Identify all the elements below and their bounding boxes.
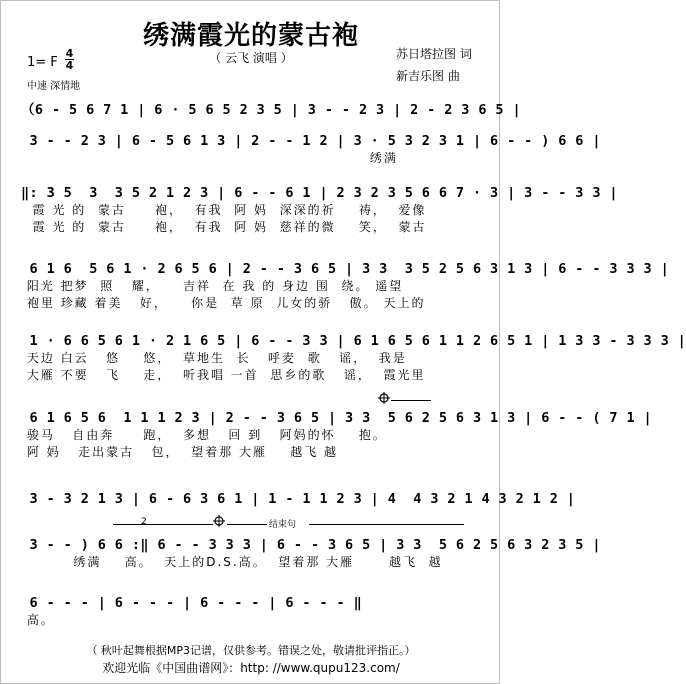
time-signature [65,48,74,71]
lyric-line: 阳光 把梦 照 耀， 吉祥 在 我 的 身边 围 绕。 遥望 [21,279,404,293]
notation-line: 1 · 6 6 5 6 1 · 2 1 6 5 | 6 - - 3 3 | 6 1 6 5 6 1 1 2 6 5 1 | 1 3 3 - 3 3 3 | [21,333,686,349]
lyric-line: 绣满 [21,151,398,165]
coda-sign-icon [213,515,225,527]
lyric-line: 骏马 自由奔 跑， 多想 回 到 阿妈的怀 抱。 [21,428,387,442]
lyric-line: 天边 白云 悠 悠， 草地生 长 呼麦 歌 谣， 我是 [21,351,407,365]
notation-line: 6 1 6 5 6 1 · 2 6 5 6 | 2 - - 3 6 5 | 3 3 3 5 2 5 6 3 1 3 | 6 - - 3 3 3 | [21,261,670,277]
coda-sign-icon [378,392,390,404]
lyric-line: 霞 光 的 蒙古 袍， 有我 阿 妈 慈祥的微 笑， 蒙古 [21,220,427,234]
volta-number: 2 [141,517,147,527]
score-row [21,595,481,628]
notation-line: ‖: 3 5 3 3 5 2 1 2 3 | 6 - - 6 1 | 2 3 2 3 5 6 6 7 · 3 | 3 - - 3 3 | [21,185,618,201]
notation-line: 6 - - - | 6 - - - | 6 - - - | 6 - - - ‖ [21,595,363,611]
score-row [21,185,618,235]
repeat-bracket-line [391,400,431,402]
lyric-line: 袍里 珍藏 着美 好， 你是 草 原 儿女的骄 傲。 天上的 [21,296,426,310]
notation-line: 3 - - ) 6 6 :‖ 6 - - 3 3 3 | 6 - - 3 6 5 | 3 3 5 6 2 5 6 3 2 3 5 | [21,537,601,553]
ending-bracket-tail [309,524,464,526]
lyric-line: 高。 [21,613,55,627]
score-row [21,491,576,507]
lyric-line: 大雁 不要 飞 走， 听我唱 一首 思乡的歌 谣， 霞光里 [21,368,426,382]
score-row [21,537,601,570]
lyric-line: 霞 光 的 蒙古 袍， 有我 阿 妈 深深的祈 祷， 爱像 [21,203,427,217]
song-title: 绣满霞光的蒙古袍 [142,21,359,51]
tempo-marking: 中速 深情地 [27,81,81,92]
ending-bracket [227,524,267,526]
ending-label: 结束句 [269,520,297,530]
performer-credit: （ 云飞 演唱 ） [209,51,293,65]
key-signature: 1= F [27,55,58,70]
lyric-line: 阿 妈 走出蒙古 包， 望着那 大雁 越飞 越 [21,445,339,459]
notation-line: （6 - 5 6 7 1 | 6 · 5 6 5 2 3 5 | 3 - - 2 3 | 2 - 2 3 6 5 | [21,102,521,118]
composer-credit: 新吉乐图 曲 [396,69,460,83]
footer-link[interactable]: 欢迎光临《中国曲谱网》：http: //www.qupu123.com/ [102,661,400,675]
score-row [21,410,653,460]
score-row [21,261,670,311]
time-signature-top: 4 [65,47,74,60]
notation-line: 3 - 3 2 1 3 | 6 - 6 3 6 1 | 1 - 1 1 2 3 | 4 4 3 2 1 4 3 2 1 2 | [21,491,576,507]
footer-note: （ 秋叶起舞根据MP3记谱，仅供参考。错误之处，敬请批评指正。） [86,644,416,657]
score-row [21,98,521,118]
lyricist-credit: 苏日塔拉图 词 [396,47,472,61]
time-signature-bottom: 4 [65,59,74,72]
lyric-line: 绣满 高。 天上的D.S.高。 望着那 大雁 越飞 越 [21,555,443,569]
notation-line: 6 1 6 5 6 1 1 1 2 3 | 2 - - 3 6 5 | 3 3 5 6 2 5 6 3 1 3 | 6 - - ( 7 1 | [21,410,653,426]
score-row [21,133,601,166]
volta-bracket [113,524,213,526]
score-row [21,333,686,383]
notation-line: 3 - - 2 3 | 6 - 5 6 1 3 | 2 - - 1 2 | 3 · 5 3 2 3 1 | 6 - - ) 6 6 | [21,133,601,149]
